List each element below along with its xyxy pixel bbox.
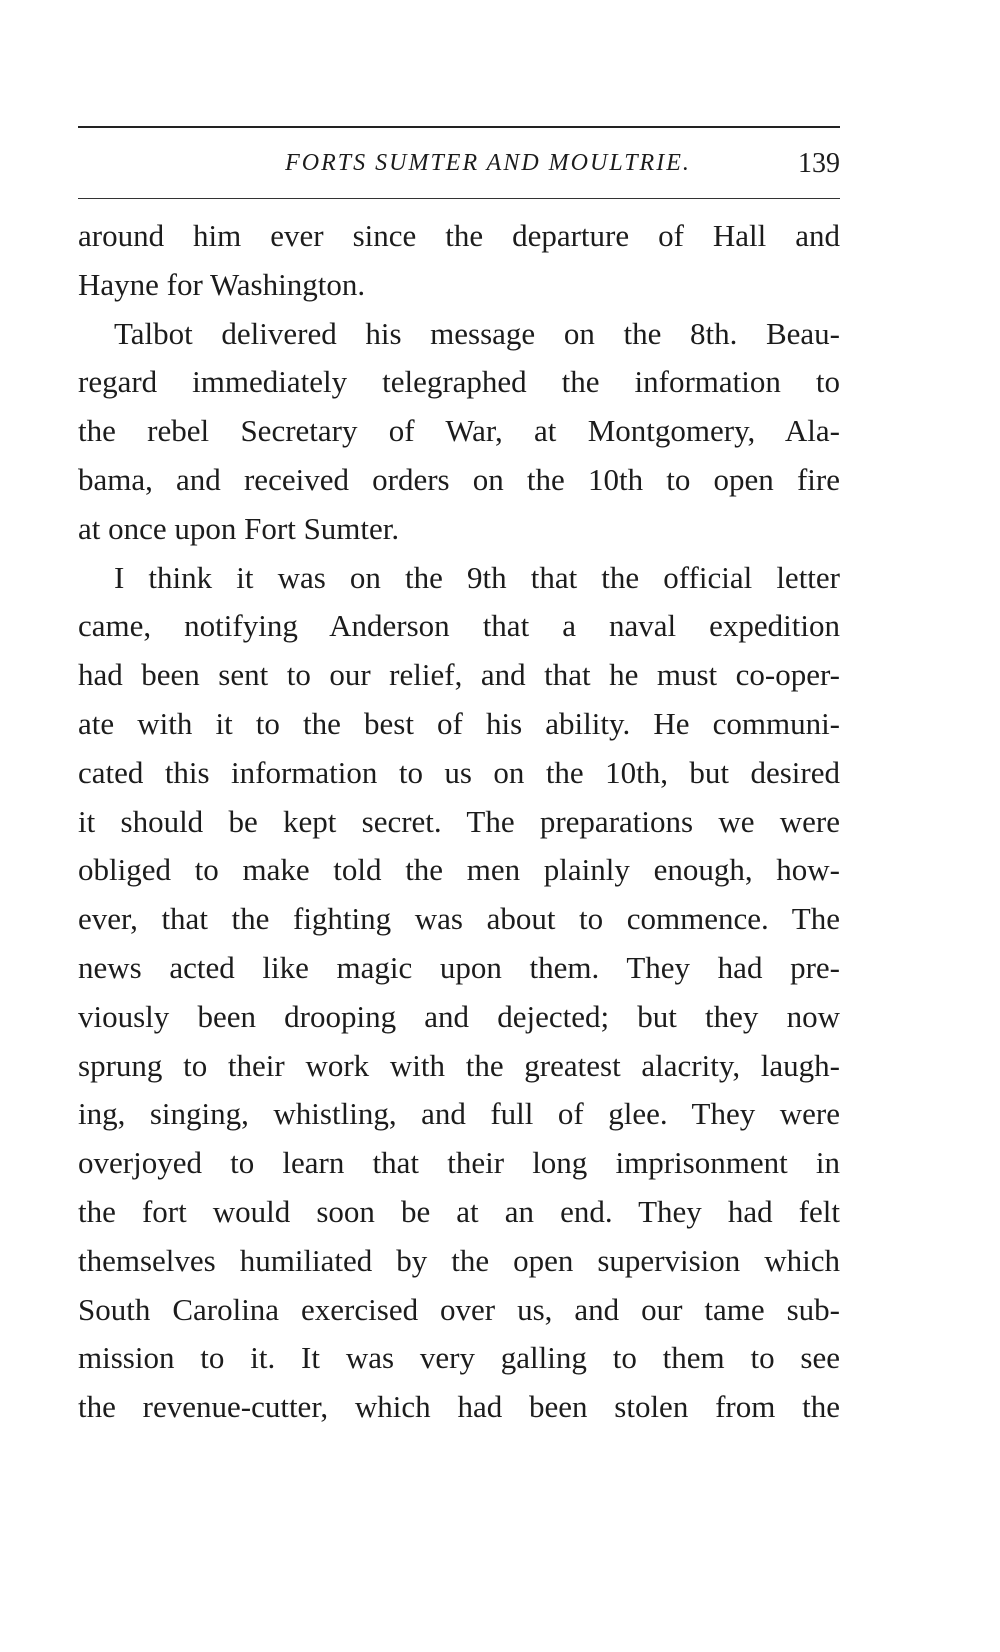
text-line: around him ever since the departure of Hall and xyxy=(78,218,840,253)
text-line: news acted like magic upon them. They had pre- xyxy=(78,949,840,985)
text-line: the fort would soon be at an end. They had felt xyxy=(78,1193,840,1229)
text-line: viously been drooping and dejected; but they now xyxy=(78,998,840,1034)
text-line: ate with it to the best of his ability. He communi- xyxy=(78,705,840,741)
text-line: ever, that the fighting was about to commence. The xyxy=(78,901,840,937)
running-head: FORTS SUMTER AND MOULTRIE. xyxy=(285,150,691,176)
page-header xyxy=(78,138,840,188)
text-line: Talbot delivered his message on the 8th. Beau- xyxy=(114,315,840,351)
header-top-rule xyxy=(78,126,840,128)
text-line: bama, and received orders on the 10th to open fire xyxy=(78,461,840,497)
text-line: overjoyed to learn that their long imprisonment in xyxy=(78,1145,840,1181)
text-line: came, notifying Anderson that a naval expedition xyxy=(78,608,840,644)
page-number: 139 xyxy=(798,148,840,179)
text-line: had been sent to our relief, and that he must co-oper- xyxy=(78,657,840,693)
text-line: mission to it. It was very galling to them to see xyxy=(78,1340,840,1376)
text-line: cated this information to us on the 10th, but desired xyxy=(78,754,840,790)
text-line: obliged to make told the men plainly enough, how- xyxy=(78,852,840,888)
body-text xyxy=(78,212,840,1432)
text-line: I think it was on the 9th that the official letter xyxy=(114,559,840,595)
header-bottom-rule xyxy=(78,198,840,199)
text-line: it should be kept secret. The preparations we were xyxy=(78,803,840,839)
text-line: regard immediately telegraphed the information to xyxy=(78,364,840,400)
text-line: the revenue-cutter, which had been stolen from the xyxy=(78,1389,840,1425)
text-line: South Carolina exercised over us, and our tame sub- xyxy=(78,1291,840,1327)
text-line: at once upon Fort Sumter. xyxy=(78,510,400,546)
text-line: sprung to their work with the greatest alacrity, laugh- xyxy=(78,1047,840,1083)
text-line: the rebel Secretary of War, at Montgomery, Ala- xyxy=(78,413,840,449)
text-line: ing, singing, whistling, and full of glee. They were xyxy=(78,1096,840,1132)
text-line: Hayne for Washington. xyxy=(78,266,366,302)
text-line: themselves humiliated by the open supervision which xyxy=(78,1242,840,1278)
